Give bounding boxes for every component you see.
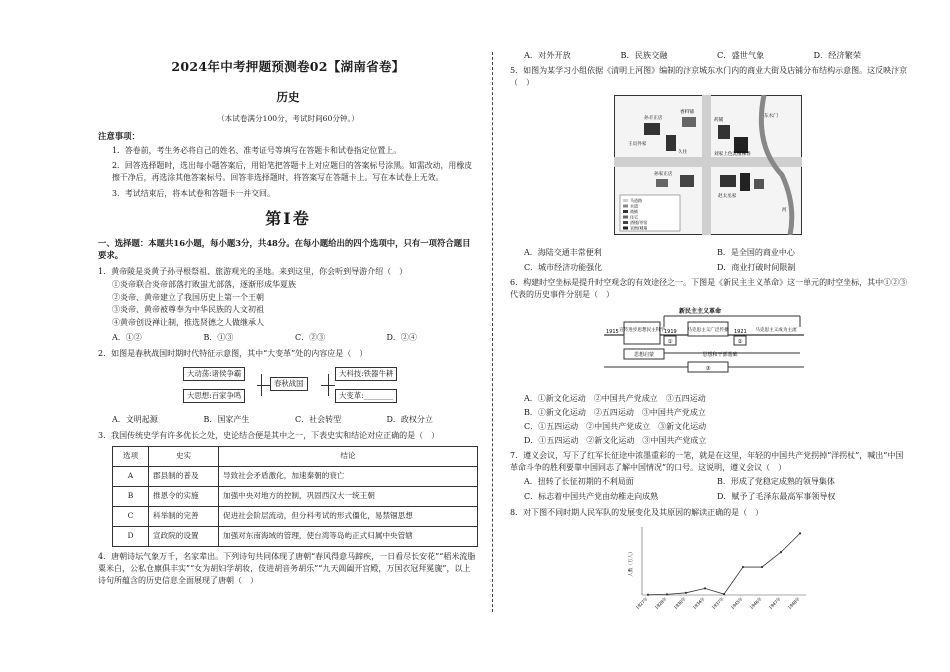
map-label: 久住 [678,150,688,156]
legend-swatch [623,216,628,219]
chart-tick-label: 1946年 [748,596,763,611]
column-divider [492,52,493,612]
option-c[interactable]: C．标志着中国共产党由幼稚走向成熟 [524,492,659,502]
map-legend-label: 马道路 [630,198,642,204]
notice-item: 3．考试结束后，将本试卷和答题卡一并交回。 [112,188,275,198]
option-b[interactable]: B．形成了党稳定成熟的领导集体 [717,477,835,487]
question-2 [98,348,478,426]
diagram-box-tech: 大科技:铁器牛耕 [335,367,397,381]
chart-tick-label: 1930年 [672,596,687,611]
table-cell: 科举制的完善 [149,506,219,526]
option-c[interactable]: C．①五四运动 ②中国共产党成立 ③新文化运动 [524,421,707,431]
notice-item: 2．回答选择题时，选出每小题答案后，用铅笔把答题卡上对应题目的答案标号涂黑。如需改动，用橡皮擦干净后，再选涂其他答案标号。回答非选择题时，将答案写在答题卡上。写在本试卷上无效。 [112,161,473,183]
table-cell: 推恩令的实施 [149,486,219,506]
map-legend-label: 商铺 [630,209,638,215]
year-1919: 1919 [664,329,677,336]
table-cell: 促进社会阶层流动，但分科考试的形式僵化，易禁锢思想 [219,506,478,526]
option-a[interactable]: A．扭转了长征初期的不利局面 [524,477,634,487]
map-label: 东水门 [764,114,778,120]
legend-swatch [623,221,628,224]
notice-item: 1．答卷前，考生务必将自己的姓名、准考证号等填写在答题卡和试卷指定位置上。 [112,145,402,155]
chart-y-label: 人数（万人） [629,549,634,577]
chart-series-line [648,533,800,594]
chart-point [647,594,649,596]
army-size-chart [620,523,810,619]
diagram-box-center: 春秋战国 [270,377,308,391]
question-stem: 1．黄帝陵是炎黄子孙寻根祭祖、旅游观光的圣地。来到这里，你会听到导游介绍（ ） [98,266,408,276]
option-d[interactable]: D．经济繁荣 [813,50,862,60]
option-c[interactable]: C．②③ [295,332,326,342]
option-d[interactable]: D．政权分立 [386,414,433,424]
notice-heading: 注意事项： [98,130,140,141]
marker-2: ② [737,339,743,346]
table-cell: C [113,506,149,526]
diagram-connector [321,385,335,386]
map-legend-box [620,195,680,231]
page-title: 2024年中考押题预测卷02【湖南省卷】 [171,59,405,74]
map-label: 香料铺 [680,110,694,116]
chart-point [723,593,725,595]
table-header-row [113,446,478,466]
statement-item: ③炎帝、黄帝被尊奉为中华民族的人文初祖 [112,305,264,315]
map-legend-label: 官衙/城墙 [630,225,648,231]
map-label: 孙羊正店 [644,116,663,122]
statement-item: ②炎帝、黄帝建立了我国历史上第一个王朝 [112,292,264,302]
question-8 [510,507,910,623]
option-a[interactable]: A．文明起源 [112,414,158,424]
question-3 [98,430,478,547]
question-stem: 7．遵义会议，写下了红军长征途中浓墨重彩的一笔，就是在这里，年轻的中国共产党拐掉“洋拐杖”，喊出“中国革命斗争的胜利要靠中国同志了解中国情况”的口号。这说明，遵义会议（ ） [510,451,904,473]
left-column [98,55,478,587]
timeline-box-label: 宣传进步思想民主科学 [619,328,665,334]
answer-options [98,333,478,344]
option-a[interactable]: A．对外开放 [524,50,571,60]
option-a[interactable]: A．海陆交通丰常便利 [524,247,602,257]
diagram-box-turmoil: 大动荡:诸侯争霸 [183,367,245,381]
option-d[interactable]: D．①五四运动 ②新文化运动 ③中国共产党成立 [524,435,707,445]
chart-tick-label: 1945年 [729,596,744,611]
table-row [113,526,478,546]
question-7 [510,450,910,503]
chart-tick-label: 1928年 [653,596,668,611]
marker-1: ① [667,339,673,346]
table-cell: 宣政院的设置 [149,526,219,546]
map-building [754,179,764,189]
map-label: 河 [782,208,787,214]
timeline-box-label: 思想和干部基础 [702,352,738,359]
era-diagram [183,365,413,409]
legend-swatch [623,199,628,202]
table-cell: B [113,486,149,506]
table-cell: D [113,526,149,546]
map-building [682,117,696,127]
map-building [718,125,730,139]
table-cell: 导致社会矛盾激化，加速秦朝的衰亡 [219,466,478,486]
map-legend-label: 水道 [630,203,638,209]
question-stem: 5．如图为某学习小组依据《清明上河图》编制的汴京城东水门内的商业大街及店铺分布结构示意图。这反映汴京（ ） [510,66,908,88]
map-building [666,135,676,151]
map-building [734,137,748,153]
table-row [113,466,478,486]
table-header: 选项 [113,446,149,466]
question-stem: 6．构建时空坐标是提升时空观念的有效途径之一。下图是《新民主主义革命》这一单元的时空坐标，其中①②③代表的历史事件分别是（ ） [510,278,908,300]
table-header: 史实 [149,446,219,466]
answer-options [510,477,910,503]
option-b[interactable]: B．①③ [203,332,234,342]
map-legend-label: 酒楼/茶馆 [630,220,648,226]
year-1921: 1921 [734,329,747,336]
question-6 [510,277,910,446]
question-5 [510,65,910,273]
chart-tick-label: 1947年 [767,596,782,611]
chart-tick-label: 1948年 [786,596,801,611]
option-c[interactable]: C．社会转型 [295,414,342,424]
answer-options [510,50,910,61]
year-1915: 1915 [606,329,619,336]
history-table [112,446,478,547]
option-a[interactable]: A．①② [112,332,142,342]
legend-swatch [623,205,628,208]
map-building [720,175,736,187]
table-row [113,506,478,526]
option-d[interactable]: D．赋予了毛泽东最高军事领导权 [717,492,836,502]
option-c[interactable]: C．盛世气象 [717,50,765,60]
option-b[interactable]: B．国家产生 [203,414,250,424]
statement-item: ①炎帝联合炎帝部落打败蚩尤部落，逐渐形成华夏族 [112,279,296,289]
map-label: 王员外家 [628,142,647,148]
answer-options [98,415,478,426]
chart-tick-label: 1934年 [691,596,706,611]
table-cell: 加强对东南海域的管理，使台湾等岛屿正式归属中央管辖 [219,526,478,546]
table-cell: A [113,466,149,486]
diagram-connector [257,385,270,386]
right-column [510,50,910,623]
map-label: 赵太丞家 [718,194,737,200]
timeline-box-label: 马克思主义广泛传播 [687,328,729,334]
question-stem: 4．唐朝诗坛气象万千，名家辈出。下列诗句共同体现了唐朝“春风得意马蹄疾，一日看尽长安花”“稻米流脂粟米白，公私仓廪俱丰实”“女为胡妇学胡妆，伎进胡音务胡乐”“九天阊阖开宫殿，万国衣冠拜冕旒”，以上诗句所蕴含的历史信息全面展现了唐朝（ ） [98,551,476,585]
map-building [740,173,750,191]
timeline-box-label: 马克思主义成为主流 [755,328,797,334]
question-1 [98,266,478,344]
legend-swatch [623,227,628,230]
timeline-box [624,322,660,344]
option-b[interactable]: B．民族交融 [620,50,668,60]
option-c[interactable]: C．城市经济功能强化 [524,262,603,272]
map-legend-label: 住宅 [630,214,638,220]
subject-title: 历史 [276,89,300,104]
option-b[interactable]: B．①新文化运动 ②五四运动 ③中国共产党成立 [524,408,706,418]
timeline-box-label: 思想启蒙 [633,352,655,359]
question-stem: 2．如图是春秋战国时期时代特征示意图，其中“大变革”处的内容应是（ ） [98,348,368,358]
answer-options [510,394,910,446]
table-cell: 加强中央对地方的控制，巩固西汉大一统王朝 [219,486,478,506]
chart-point [666,593,668,595]
question-4 [98,551,478,587]
marker-3: ③ [705,366,711,373]
timeline-title: 新民主主义革命 [678,308,722,316]
map-building [644,123,660,135]
chart-point [799,532,801,534]
option-a[interactable]: A．①新文化运动 ②中国共产党成立 ③五四运动 [524,394,706,404]
chart-point [780,551,782,553]
legend-swatch [623,210,628,213]
question-stem: 3．我国传统史学有许多优长之处，史论结合便是其中之一，下表史实和结论对应正确的是（ ） [98,430,440,440]
question-stem: 8．对下图不同时期人民军队的发展变化及其原因的解读正确的是（ ） [510,508,764,518]
map-label: 刘家上色沉檀楝香 [714,152,751,158]
table-row [113,486,478,506]
revolution-timeline [604,305,804,383]
map-building [680,175,694,187]
map-building [656,179,668,187]
diagram-box-thought: 大思想:百家争鸣 [183,389,245,403]
option-d[interactable]: D．②④ [386,332,417,342]
chart-point [685,592,687,594]
chart-point [704,587,706,589]
map-label: 孙家正店 [654,172,673,178]
chart-point [742,566,744,568]
option-d[interactable]: D．商业打破时间限制 [717,262,796,272]
statement-item: ④黄帝创设禅让制，推选贤德之人做继承人 [112,318,264,328]
volume-title: 第Ⅰ卷 [265,208,311,228]
table-cell: 郡县制的普及 [149,466,219,486]
chart-tick-label: 1937年 [710,596,725,611]
table-header: 结论 [219,446,478,466]
answer-options [510,248,910,274]
exam-meta: （本试卷满分100分，考试时间60分钟。） [217,114,359,124]
section-heading: 一、选择题：本题共16小题，每小题3分，共48分。在每小题给出的四个选项中，只有一项符合题目要求。 [98,237,471,261]
map-cross-street [702,95,711,235]
option-b[interactable]: B．是全国的商业中心 [717,247,795,257]
diagram-box-change: 大变革:________ [335,389,397,403]
map-label: 药铺 [714,118,724,124]
bianjing-map [614,95,802,235]
chart-tick-label: 1927年 [634,596,649,611]
chart-point [761,566,763,568]
